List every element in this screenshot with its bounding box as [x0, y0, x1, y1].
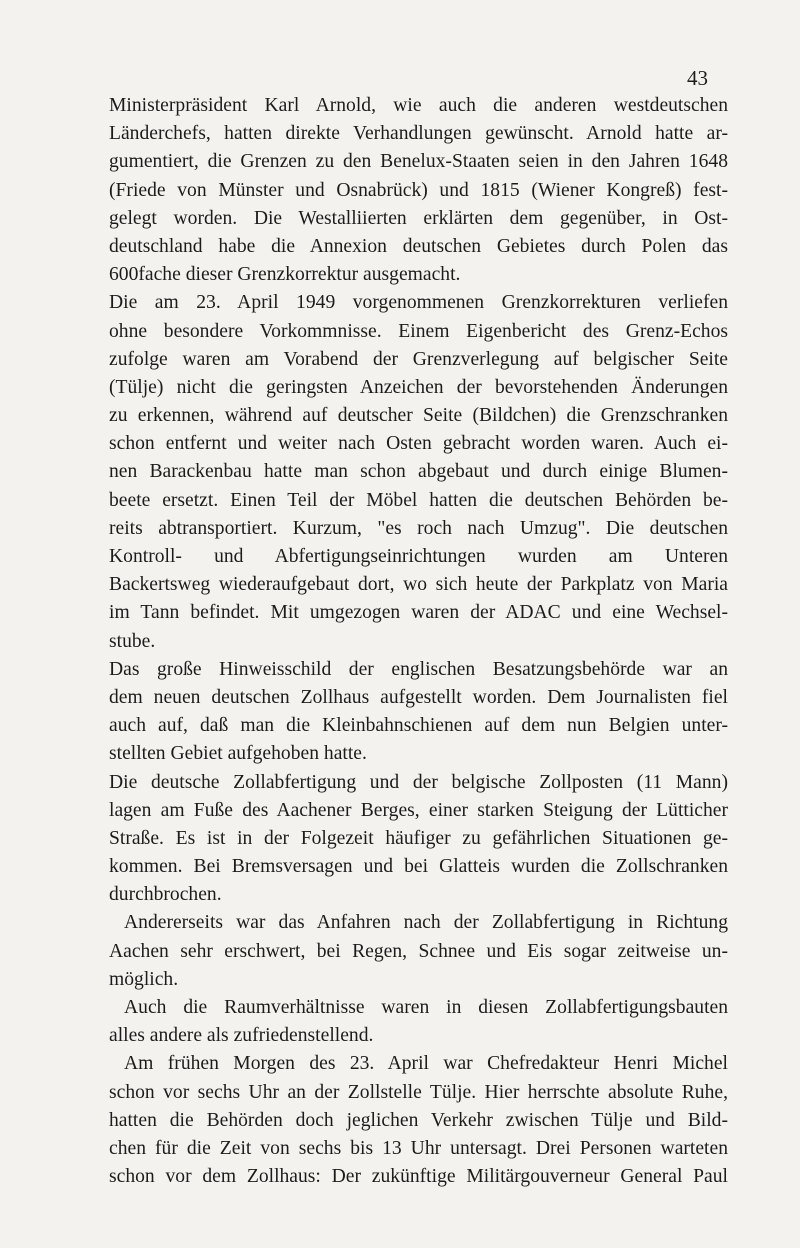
text-line: zu erkennen, während auf deutscher Seite (Bildchen) die Grenzschranken [109, 405, 728, 427]
text-line: reits abtransportiert. Kurzum, "es roch nach Umzug". Die deutschen [109, 517, 728, 539]
text-line: alles andere als zufriedenstellend. [109, 1025, 374, 1047]
text-line: schon vor dem Zollhaus: Der zukünftige Militärgouverneur General Paul [109, 1166, 728, 1188]
text-line: gelegt worden. Die Westalliierten erklärten dem gegenüber, in Ost- [109, 207, 728, 229]
text-line: auch auf, daß man die Kleinbahnschienen auf dem nun Belgien unter- [109, 715, 728, 737]
text-line: Kontroll- und Abfertigungseinrichtungen wurden am Unteren [109, 546, 728, 567]
text-line: Die deutsche Zollabfertigung und der belgische Zollposten (11 Mann) [109, 771, 728, 793]
text-line: Aachen sehr erschwert, bei Regen, Schnee und Eis sogar zeitweise un- [109, 940, 728, 962]
text-line: durchbrochen. [109, 884, 222, 906]
text-line: Andererseits war das Anfahren nach der Zollabfertigung in Richtung [124, 912, 728, 934]
text-line: Die am 23. April 1949 vorgenommenen Grenzkorrekturen verliefen [109, 292, 728, 314]
text-line: gumentiert, die Grenzen zu den Benelux-Staaten seien in den Jahren 1648 [109, 151, 728, 173]
text-line: Am frühen Morgen des 23. April war Chefredakteur Henri Michel [124, 1053, 728, 1075]
text-line: lagen am Fuße des Aachener Berges, einer starken Steigung der Lütticher [109, 799, 728, 821]
text-line: hatten die Behörden doch jeglichen Verkehr zwischen Tülje und Bild- [109, 1109, 728, 1131]
text-line: Auch die Raumverhältnisse waren in diesen Zollabfertigungsbauten [124, 997, 728, 1018]
text-line: Länderchefs, hatten direkte Verhandlungen gewünscht. Arnold hatte ar- [109, 123, 728, 145]
text-line: stube. [109, 630, 156, 652]
text-line: nen Barackenbau hatte man schon abgebaut und durch einige Blumen- [109, 461, 728, 483]
text-line: 600fache dieser Grenzkorrektur ausgemacht. [109, 264, 461, 286]
text-line: (Tülje) nicht die geringsten Anzeichen der bevorstehenden Änderungen [109, 376, 728, 398]
text-line: schon entfernt und weiter nach Osten gebracht worden waren. Auch ei- [109, 433, 728, 455]
text-line: Backertsweg wiederaufgebaut dort, wo sich heute der Parkplatz von Maria [109, 574, 728, 596]
text-line: kommen. Bei Bremsversagen und bei Glatteis wurden die Zollschranken [109, 856, 728, 878]
text-line: beete ersetzt. Einen Teil der Möbel hatten die deutschen Behörden be- [109, 489, 728, 511]
text-line: möglich. [109, 968, 179, 990]
body-text [109, 92, 728, 1191]
text-line: dem neuen deutschen Zollhaus aufgestellt worden. Dem Journalisten fiel [109, 686, 728, 708]
text-line: schon vor sechs Uhr an der Zollstelle Tülje. Hier herrschte absolute Ruhe, [109, 1081, 728, 1103]
text-line: stellten Gebiet aufgehoben hatte. [109, 743, 367, 765]
text-line: im Tann befindet. Mit umgezogen waren der ADAC und eine Wechsel- [109, 602, 728, 624]
text-line: (Friede von Münster und Osnabrück) und 1815 (Wiener Kongreß) fest- [109, 179, 728, 201]
text-line: Ministerpräsident Karl Arnold, wie auch die anderen westdeutschen [109, 95, 728, 116]
text-line: Straße. Es ist in der Folgezeit häufiger zu gefährlichen Situationen ge- [109, 827, 728, 849]
text-line: deutschland habe die Annexion deutschen Gebietes durch Polen das [109, 235, 728, 257]
text-line: chen für die Zeit von sechs bis 13 Uhr untersagt. Drei Personen warteten [109, 1137, 728, 1159]
text-line: ohne besondere Vorkommnisse. Einem Eigenbericht des Grenz-Echos [109, 320, 728, 342]
text-line: zufolge waren am Vorabend der Grenzverlegung auf belgischer Seite [109, 348, 728, 370]
page-number: 43 [687, 66, 708, 90]
text-line: Das große Hinweisschild der englischen Besatzungsbehörde war an [109, 658, 728, 680]
